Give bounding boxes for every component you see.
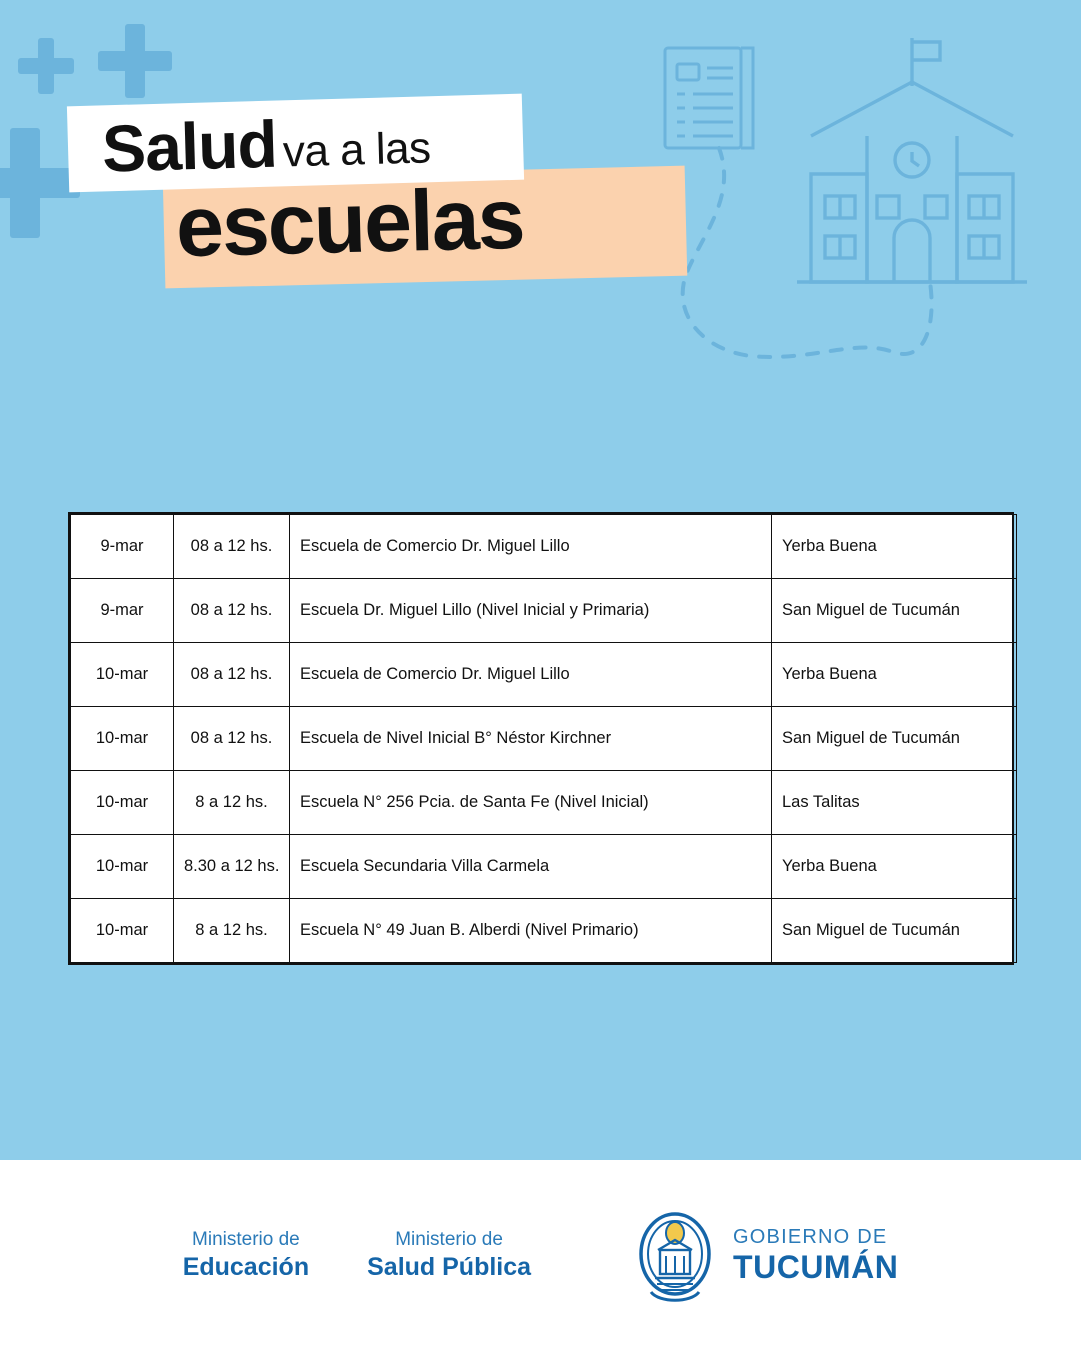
cell-school: Escuela de Nivel Inicial B° Néstor Kirchner	[290, 707, 772, 771]
table-row	[71, 579, 1017, 643]
table-row	[71, 835, 1017, 899]
logo-ministry-health	[367, 1228, 531, 1283]
ministry-education-big: Educación	[182, 1252, 310, 1281]
title-light: va a las	[282, 123, 432, 177]
ministry-health-small: Ministerio de	[395, 1229, 503, 1250]
cell-date: 10-mar	[71, 771, 174, 835]
cell-city: San Miguel de Tucumán	[772, 579, 1017, 643]
table-row	[71, 707, 1017, 771]
cell-school: Escuela N° 49 Juan B. Alberdi (Nivel Primario)	[290, 899, 772, 963]
cell-school: Escuela Secundaria Villa Carmela	[290, 835, 772, 899]
ministry-education-small: Ministerio de	[192, 1229, 300, 1250]
title-line-2: escuelas	[174, 170, 525, 276]
cell-city: San Miguel de Tucumán	[772, 899, 1017, 963]
title-strong: Salud	[101, 106, 278, 186]
cell-date: 10-mar	[71, 707, 174, 771]
schedule-table	[68, 512, 1014, 965]
cell-time: 08 a 12 hs.	[174, 707, 290, 771]
footer	[0, 1160, 1081, 1351]
medical-cross-icon	[18, 38, 74, 94]
cell-time: 8 a 12 hs.	[174, 771, 290, 835]
cell-city: Las Talitas	[772, 771, 1017, 835]
government-small: GOBIERNO DE	[733, 1225, 888, 1248]
logo-ministry-education	[183, 1228, 309, 1283]
cell-time: 8.30 a 12 hs.	[174, 835, 290, 899]
cell-school: Escuela Dr. Miguel Lillo (Nivel Inicial y Primaria)	[290, 579, 772, 643]
medical-cross-icon	[98, 24, 172, 98]
table-row	[71, 515, 1017, 579]
table-row	[71, 899, 1017, 963]
cell-school: Escuela de Comercio Dr. Miguel Lillo	[290, 515, 772, 579]
cell-time: 8 a 12 hs.	[174, 899, 290, 963]
government-big: TUCUMÁN	[733, 1248, 899, 1285]
cell-date: 9-mar	[71, 515, 174, 579]
ministry-health-big: Salud Pública	[367, 1252, 532, 1281]
cell-date: 9-mar	[71, 579, 174, 643]
cell-city: Yerba Buena	[772, 643, 1017, 707]
page-title	[68, 100, 708, 300]
cell-city: Yerba Buena	[772, 835, 1017, 899]
cell-school: Escuela de Comercio Dr. Miguel Lillo	[290, 643, 772, 707]
cell-city: San Miguel de Tucumán	[772, 707, 1017, 771]
cell-time: 08 a 12 hs.	[174, 643, 290, 707]
cell-time: 08 a 12 hs.	[174, 579, 290, 643]
table-row	[71, 643, 1017, 707]
cell-city: Yerba Buena	[772, 515, 1017, 579]
logo-government-tucuman	[633, 1208, 898, 1304]
schedule-table-body	[71, 515, 1017, 963]
cell-date: 10-mar	[71, 643, 174, 707]
tucuman-coat-of-arms-icon	[633, 1208, 717, 1304]
cell-time: 08 a 12 hs.	[174, 515, 290, 579]
table-row	[71, 771, 1017, 835]
cell-school: Escuela N° 256 Pcia. de Santa Fe (Nivel Inicial)	[290, 771, 772, 835]
cell-date: 10-mar	[71, 899, 174, 963]
school-building-icon	[797, 38, 1027, 282]
cell-date: 10-mar	[71, 835, 174, 899]
